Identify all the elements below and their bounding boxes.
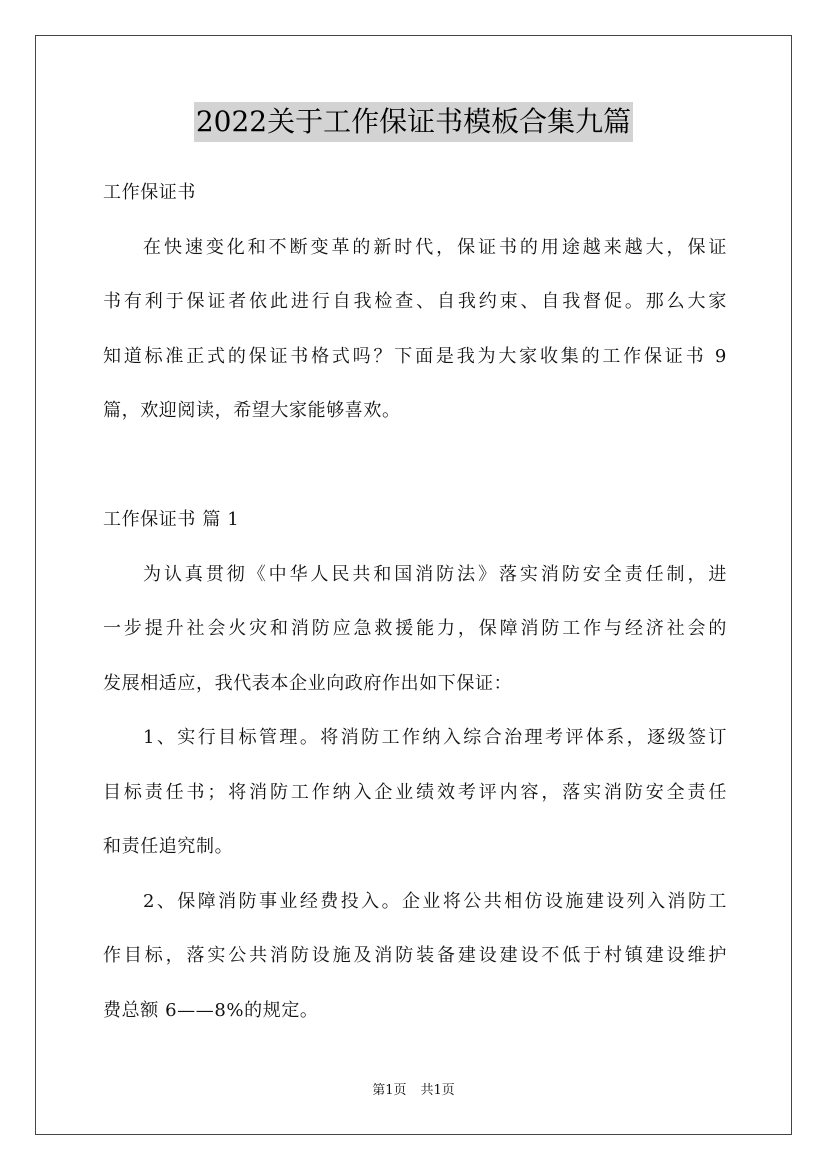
- page-footer: [0, 1082, 827, 1100]
- intro-heading: 工作保证书: [103, 182, 196, 203]
- item1-line-2: 目标责任书；将消防工作纳入企业绩效考评内容，落实消防安全责任: [103, 782, 727, 803]
- item2-line-3: 费总额 6——8%的规定。: [103, 1000, 319, 1021]
- item1-line-1: 1、实行目标管理。将消防工作纳入综合治理考评体系，逐级签订: [143, 727, 727, 748]
- title-container: [0, 102, 827, 142]
- item1-line-3: 和责任追究制。: [103, 836, 234, 857]
- section-heading: 工作保证书 篇 1: [103, 509, 240, 530]
- section-line-3: 发展相适应，我代表本企业向政府作出如下保证：: [103, 673, 513, 694]
- intro-line-4: 篇，欢迎阅读，希望大家能够喜欢。: [103, 400, 401, 421]
- intro-line-1: 在快速变化和不断变革的新时代，保证书的用途越来越大，保证: [143, 237, 727, 258]
- item2-line-2: 作目标，落实公共消防设施及消防装备建设建设不低于村镇建设维护: [103, 945, 727, 966]
- section-line-2: 一步提升社会火灾和消防应急救援能力，保障消防工作与经济社会的: [103, 618, 727, 639]
- intro-line-3: 知道标准正式的保证书格式吗？下面是我为大家收集的工作保证书 9: [103, 346, 727, 367]
- intro-line-2: 书有利于保证者依此进行自我检查、自我约束、自我督促。那么大家: [103, 291, 727, 312]
- document-title: 2022关于工作保证书模板合集九篇: [194, 102, 633, 142]
- page-total: 共1页: [420, 1083, 455, 1098]
- page-number: 第1页: [372, 1083, 407, 1098]
- section-line-1: 为认真贯彻《中华人民共和国消防法》落实消防安全责任制，进: [143, 564, 727, 585]
- item2-line-1: 2、保障消防事业经费投入。企业将公共相仿设施建设列入消防工: [143, 891, 727, 912]
